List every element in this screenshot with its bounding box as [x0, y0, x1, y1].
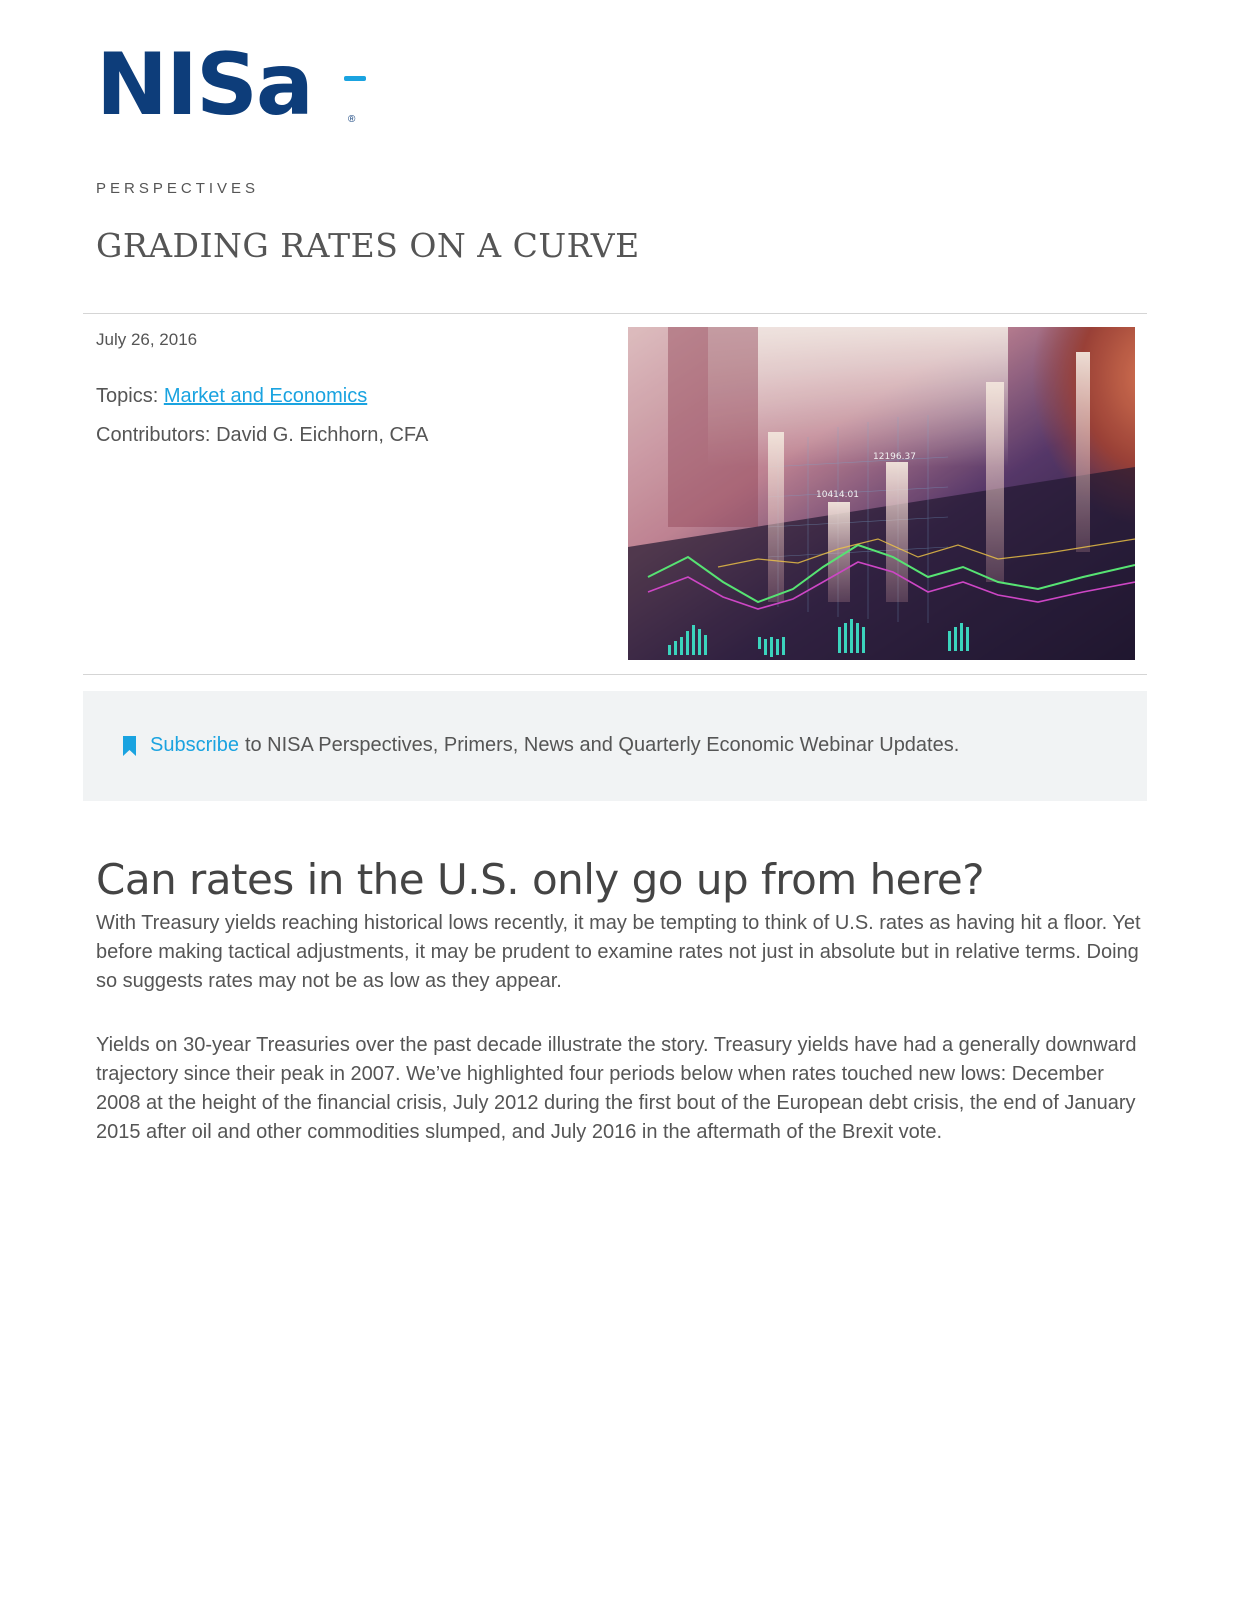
nisa-logo	[96, 35, 376, 135]
subscribe-banner	[83, 691, 1147, 801]
section-kicker: PERSPECTIVES	[96, 180, 260, 197]
contributors-label: Contributors:	[96, 424, 211, 446]
page-title: GRADING RATES ON A CURVE	[96, 226, 640, 265]
divider-top	[83, 313, 1147, 314]
topics-line	[96, 385, 367, 408]
bookmark-icon	[123, 736, 136, 756]
publish-date: July 26, 2016	[96, 330, 198, 349]
contributors-line	[96, 424, 428, 447]
subscribe-link[interactable]: Subscribe	[150, 734, 239, 756]
chart-readout-1: 12196.37	[873, 452, 916, 462]
logo-wordmark: NISa	[96, 35, 312, 135]
article-paragraph-2: Yields on 30-year Treasuries over the past decade illustrate the story. Treasury yields have had a generally downward trajectory since their peak in 2007. We’ve highlighted four periods below when rates touched new lows: December 2008 at the height of the financial crisis, July 2012 during the first bout of the European debt crisis, the end of January 2015 after oil and other commodities slumped, and July 2016 in the aftermath of the Brexit vote.	[96, 1034, 1137, 1143]
divider-bottom	[83, 674, 1147, 675]
chart-readout-2: 10414.01	[816, 490, 859, 500]
article-heading: Can rates in the U.S. only go up from here?	[96, 855, 985, 904]
topics-label: Topics:	[96, 385, 159, 407]
financial-chart-photo	[628, 327, 1135, 660]
subscribe-text: to NISA Perspectives, Primers, News and Quarterly Economic Webinar Updates.	[244, 734, 960, 756]
topic-link-market-economics[interactable]: Market and Economics	[163, 385, 368, 407]
logo-accent-dash	[344, 76, 366, 81]
contributors-value: David G. Eichhorn, CFA	[216, 424, 429, 446]
logo-registered-mark: ®	[348, 114, 356, 125]
subscribe-line	[123, 734, 959, 757]
hero-image	[628, 327, 1135, 660]
article-paragraph-1: With Treasury yields reaching historical lows recently, it may be tempting to think of U.S. rates as having hit a floor. Yet before making tactical adjustments, it may be prudent to examine rates not just in absolute but in relative terms. Doing so suggests rates may not be as low as they appear.	[96, 912, 1141, 992]
